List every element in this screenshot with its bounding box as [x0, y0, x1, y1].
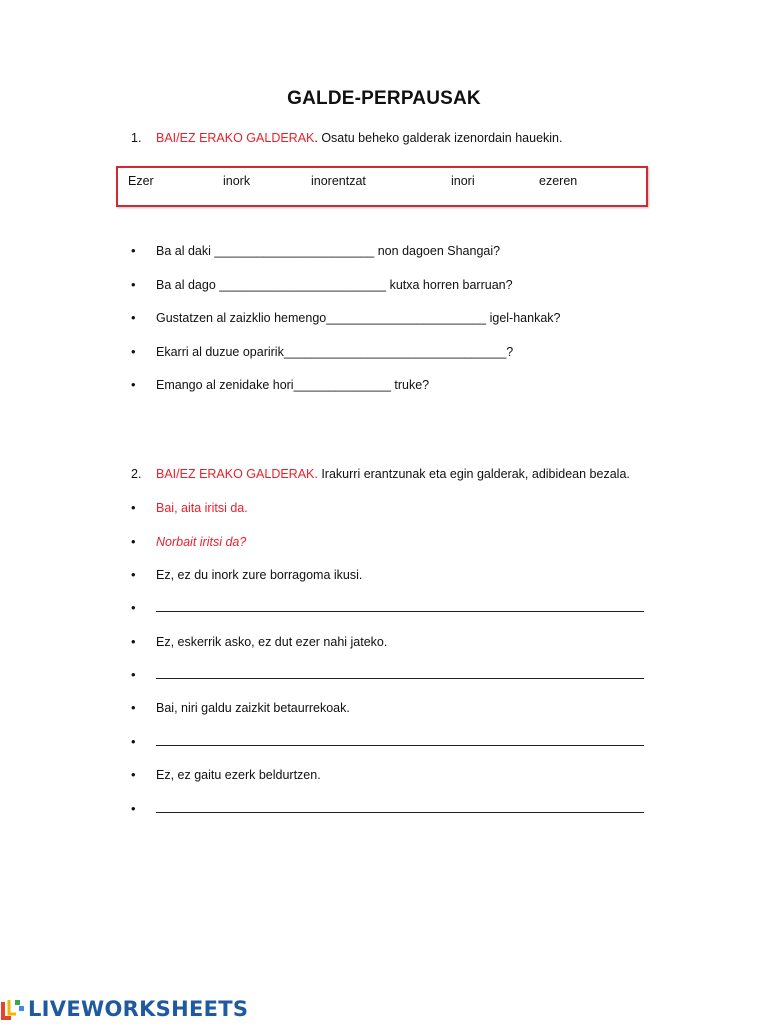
section-2-heading	[131, 467, 630, 481]
bullet-icon: •	[131, 243, 136, 258]
section-2-number: 2.	[131, 467, 142, 481]
liveworksheets-logo-text: LIVEWORKSHEETS	[28, 997, 249, 1021]
bullet-icon: •	[131, 700, 136, 715]
example-question-text: Norbait iritsi da?	[156, 535, 247, 549]
exercise-2-answer[interactable]	[131, 667, 644, 682]
exercise-2-sentence-text: Ez, ez gaitu ezerk beldurtzen.	[156, 768, 321, 782]
word-bank-box	[116, 166, 648, 207]
liveworksheets-logo-icon	[0, 996, 26, 1022]
answer-line[interactable]	[156, 668, 644, 679]
bullet-icon: •	[131, 634, 136, 649]
section-1-heading-red: BAI/EZ ERAKO GALDERAK	[156, 131, 315, 145]
liveworksheets-logo[interactable]	[0, 994, 248, 1024]
bullet-icon: •	[131, 344, 136, 359]
exercise-2-sentence-text: Ez, eskerrik asko, ez dut ezer nahi jateko.	[156, 635, 388, 649]
bullet-icon: •	[131, 567, 136, 582]
word-bank-word: ezeren	[539, 174, 578, 188]
word-bank-word: inork	[223, 174, 251, 188]
exercise-2-answer[interactable]	[131, 801, 644, 816]
exercise-2-sentence	[131, 567, 362, 582]
section-1-heading-rest: . Osatu beheko galderak izenordain hauekin.	[314, 131, 563, 145]
bullet-icon: •	[131, 600, 136, 615]
exercise-2-sentence	[131, 634, 387, 649]
section-2-heading-rest: Irakurri erantzunak eta egin galderak, adibidean bezala.	[317, 467, 630, 481]
exercise-1-item[interactable]	[131, 344, 513, 359]
example-question	[131, 534, 246, 549]
exercise-2-sentence	[131, 700, 350, 715]
bullet-icon: •	[131, 767, 136, 782]
section-1-number: 1.	[131, 131, 142, 145]
exercise-1-item[interactable]	[131, 243, 500, 258]
page-title: GALDE-PERPAUSAK	[287, 88, 481, 109]
bullet-icon: •	[131, 500, 136, 515]
bullet-icon: •	[131, 734, 136, 749]
exercise-1-item-text: Ba al daki _______________________ non dagoen Shangai?	[156, 244, 501, 258]
answer-line[interactable]	[156, 601, 644, 612]
word-bank-word: inori	[451, 174, 475, 188]
exercise-1-item[interactable]	[131, 277, 513, 292]
exercise-1-item[interactable]	[131, 310, 560, 325]
exercise-2-answer[interactable]	[131, 600, 644, 615]
bullet-icon: •	[131, 310, 136, 325]
word-bank-word: Ezer	[128, 174, 154, 188]
exercise-2-sentence-text: Bai, niri galdu zaizkit betaurrekoak.	[156, 701, 350, 715]
example-answer-text: Bai, aita iritsi da.	[156, 501, 248, 515]
exercise-1-item[interactable]	[131, 377, 429, 392]
exercise-1-item-text: Gustatzen al zaizklio hemengo_______________________ igel-hankak?	[156, 311, 561, 325]
bullet-icon: •	[131, 277, 136, 292]
word-bank-word: inorentzat	[311, 174, 366, 188]
answer-line[interactable]	[156, 802, 644, 813]
exercise-2-answer[interactable]	[131, 734, 644, 749]
section-2-heading-red: BAI/EZ ERAKO GALDERAK.	[156, 467, 318, 481]
bullet-icon: •	[131, 377, 136, 392]
exercise-2-sentence-text: Ez, ez du inork zure borragoma ikusi.	[156, 568, 363, 582]
section-1-heading	[131, 131, 562, 145]
exercise-2-sentence	[131, 767, 321, 782]
bullet-icon: •	[131, 667, 136, 682]
exercise-1-item-text: Ba al dago ________________________ kutxa horren barruan?	[156, 278, 513, 292]
example-answer	[131, 500, 248, 515]
exercise-1-item-text: Ekarri al duzue oparirik________________________________?	[156, 345, 514, 359]
exercise-1-item-text: Emango al zenidake hori______________ truke?	[156, 378, 430, 392]
bullet-icon: •	[131, 801, 136, 816]
bullet-icon: •	[131, 534, 136, 549]
answer-line[interactable]	[156, 735, 644, 746]
